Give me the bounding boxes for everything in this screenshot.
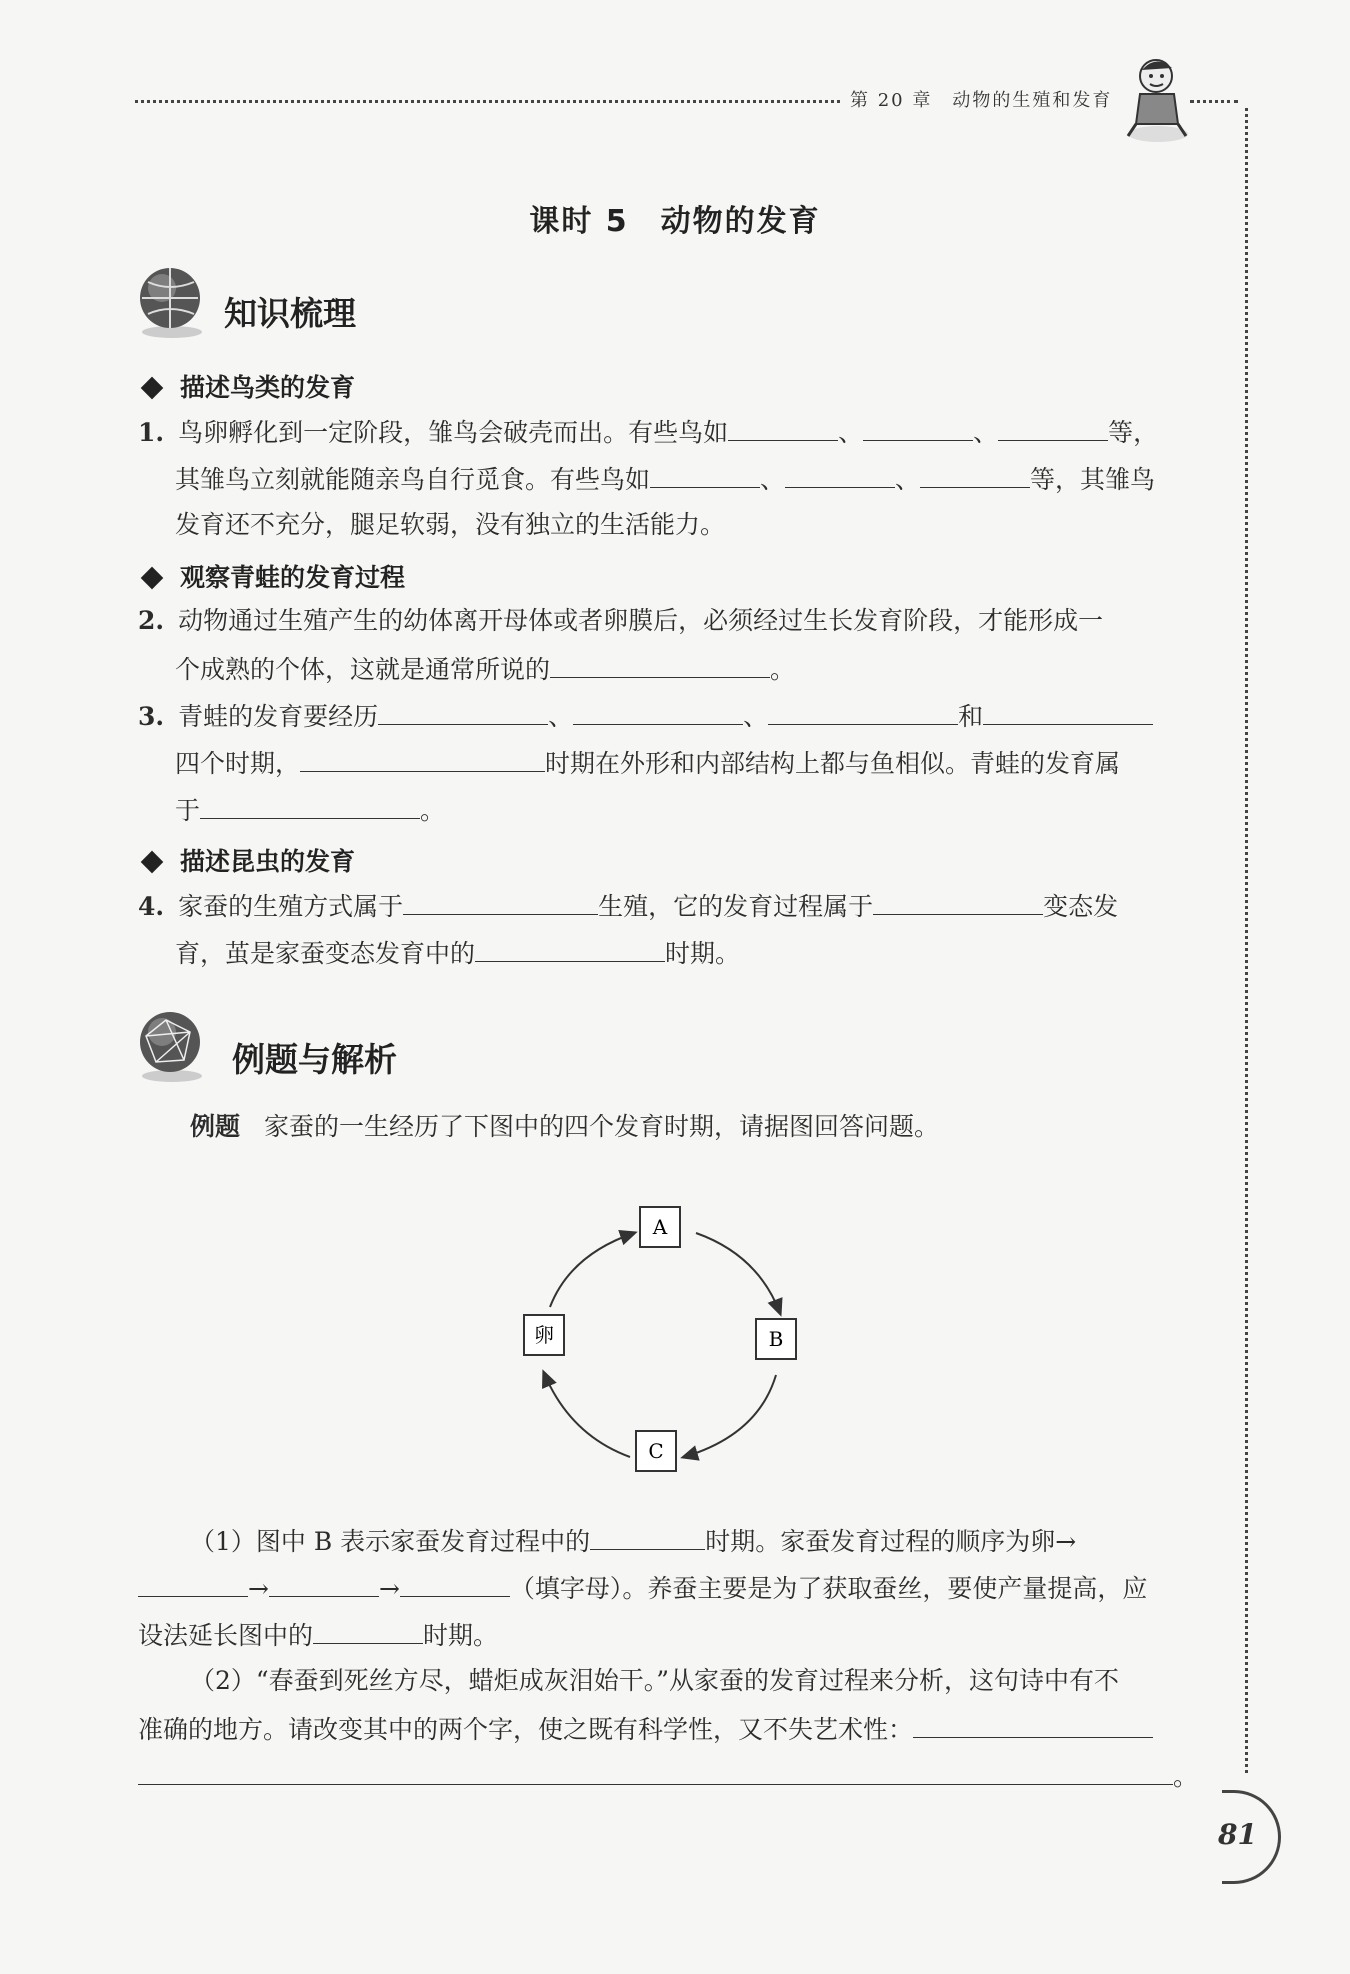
stage-label-b: B [768, 1327, 784, 1351]
section-title-knowledge: 知识梳理 [224, 294, 356, 333]
part1-line2: → → （填字母）。养蚕主要是为了获取蚕丝，要使产量提高，应 [138, 1572, 1147, 1604]
answer-blank[interactable] [475, 937, 665, 962]
answer-blank[interactable] [573, 700, 743, 725]
page-number: 81 [1218, 1818, 1257, 1851]
answer-blank[interactable] [200, 794, 420, 819]
heading-insect: 描述昆虫的发育 [138, 842, 355, 878]
q2-line1: 2. 动物通过生殖产生的幼体离开母体或者卵膜后，必须经过生长发育阶段，才能形成一 [138, 606, 1104, 635]
answer-blank[interactable] [920, 463, 1030, 488]
answer-blank[interactable] [863, 416, 973, 441]
stage-label-c: C [648, 1439, 664, 1463]
example-prompt: 例题 家蚕的一生经历了下图中的四个发育时期，请据图回答问题。 [190, 1112, 940, 1141]
answer-blank[interactable] [400, 1572, 510, 1597]
answer-blank[interactable] [403, 890, 598, 915]
part2-line3: 。 [138, 1760, 1198, 1792]
answer-blank[interactable] [873, 890, 1043, 915]
q1-line3: 发育还不充分，腿足软弱，没有独立的生活能力。 [175, 510, 726, 539]
answer-blank[interactable] [913, 1713, 1153, 1738]
stage-box-left [524, 1315, 564, 1355]
answer-blank[interactable] [590, 1525, 705, 1550]
stage-label-a: A [652, 1215, 668, 1239]
heading-birds: 描述鸟类的发育 [138, 368, 355, 404]
mascot-icon [1118, 54, 1196, 144]
diamond-icon [141, 566, 164, 589]
stage-box-right [756, 1319, 796, 1359]
q3-line3: 于 。 [175, 796, 446, 825]
answer-blank[interactable] [138, 1572, 248, 1597]
answer-blank[interactable] [650, 463, 760, 488]
part2-line2: 准确的地方。请改变其中的两个字，使之既有科学性，又不失艺术性： [138, 1713, 1153, 1745]
answer-blank[interactable] [138, 1760, 1173, 1785]
answer-blank[interactable] [983, 700, 1153, 725]
right-border [1245, 108, 1248, 1773]
globe-network-icon [136, 1006, 208, 1086]
q4-line2: 育，茧是家蚕变态发育中的 时期。 [175, 939, 741, 968]
q2-line2: 个成熟的个体，这就是通常所说的 。 [175, 655, 796, 684]
lesson-title: 课时 5 动物的发育 [529, 204, 821, 239]
silkworm-cycle-diagram [500, 1195, 840, 1495]
diamond-icon [141, 850, 164, 873]
part2-line1: （2）“春蚕到死丝方尽，蜡炬成灰泪始干。”从家蚕的发育过程来分析，这句诗中有不 [190, 1666, 1119, 1695]
heading-frog: 观察青蛙的发育过程 [138, 558, 405, 594]
part1-line3: 设法延长图中的 时期。 [138, 1621, 499, 1650]
stage-box-bottom [636, 1431, 676, 1471]
q4-line1: 4. 家蚕的生殖方式属于 生殖，它的发育过程属于 变态发 [138, 892, 1119, 921]
answer-blank[interactable] [269, 1572, 379, 1597]
part1-line1: （1）图中 B 表示家蚕发育过程中的 时期。家蚕发育过程的顺序为卵→ [190, 1527, 1077, 1556]
stage-label-egg: 卵 [534, 1323, 554, 1347]
answer-blank[interactable] [378, 700, 548, 725]
answer-blank[interactable] [998, 416, 1108, 441]
globe-icon [136, 262, 208, 342]
q3-line2: 四个时期， 时期在外形和内部结构上都与鱼相似。青蛙的发育属 [175, 749, 1121, 778]
section-title-examples: 例题与解析 [232, 1040, 397, 1079]
header-rule [135, 100, 840, 103]
answer-blank[interactable] [300, 747, 545, 772]
diamond-icon [141, 376, 164, 399]
chapter-header: 第 20 章 动物的生殖和发育 [850, 90, 1113, 111]
answer-blank[interactable] [550, 653, 770, 678]
answer-blank[interactable] [768, 700, 958, 725]
answer-blank[interactable] [313, 1619, 423, 1644]
q1-line2: 其雏鸟立刻就能随亲鸟自行觅食。有些鸟如 、 、 等，其雏鸟 [175, 465, 1156, 494]
stage-box-top [640, 1207, 680, 1247]
answer-blank[interactable] [785, 463, 895, 488]
q3-line1: 3. 青蛙的发育要经历 、 、 和 [138, 700, 1153, 732]
header-rule-right [1190, 100, 1238, 103]
q1-line1: 1. 鸟卵孵化到一定阶段，雏鸟会破壳而出。有些鸟如 、 、 等， [138, 418, 1159, 447]
answer-blank[interactable] [728, 416, 838, 441]
